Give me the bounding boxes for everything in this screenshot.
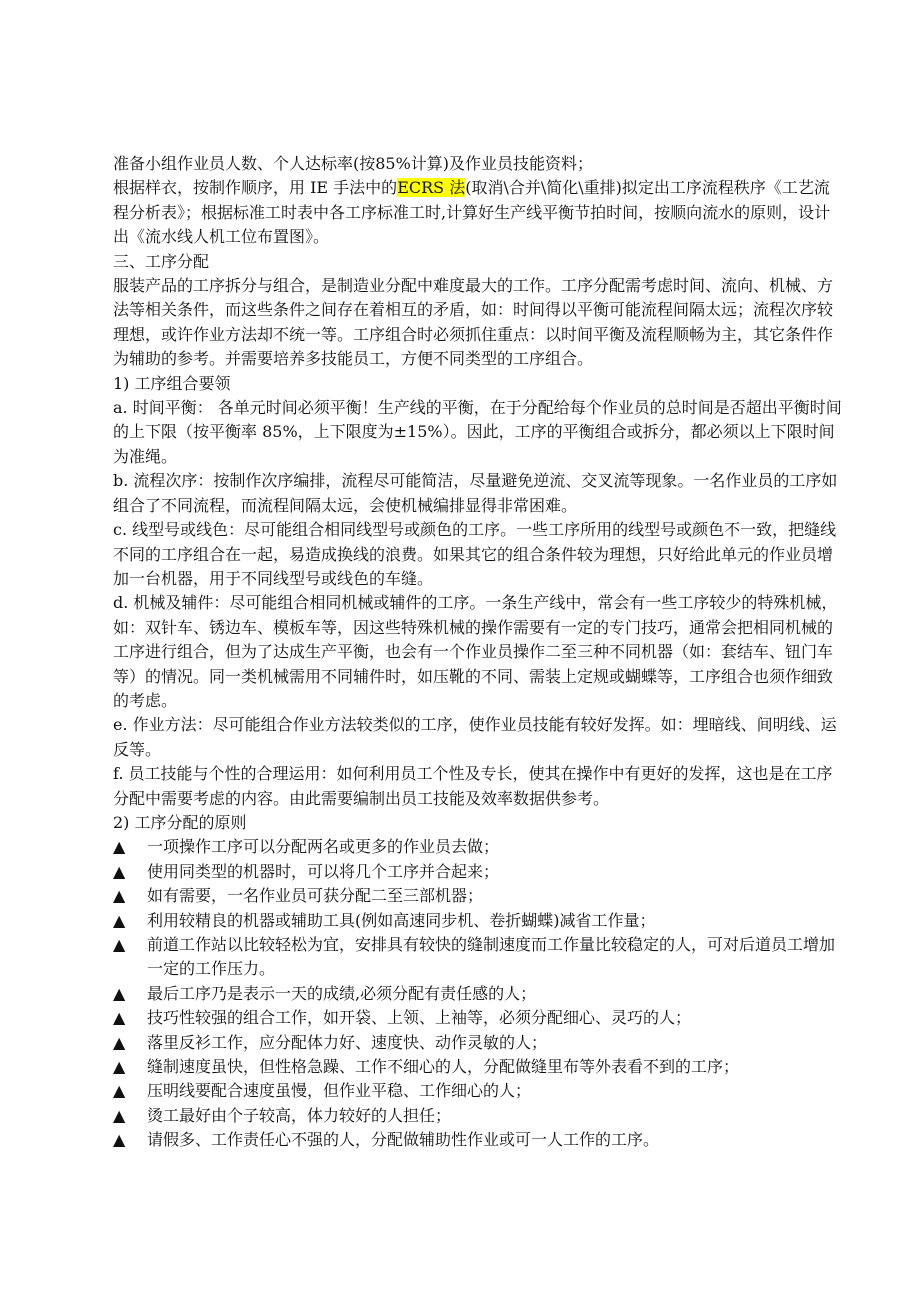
triangle-bullet-icon: ▲ — [113, 1008, 126, 1028]
principle-text: 压明线要配合速度虽慢，但作业平稳、工作细心的人； — [147, 1081, 532, 1101]
triangle-bullet-icon: ▲ — [113, 983, 126, 1003]
triangle-bullet-icon: ▲ — [113, 837, 126, 857]
principles-list — [113, 835, 843, 1152]
triangle-bullet-icon: ▲ — [113, 1081, 126, 1101]
triangle-bullet-icon: ▲ — [113, 886, 126, 906]
principle-text: 一项操作工序可以分配两名或更多的作业员去做； — [147, 837, 500, 857]
paragraph-ecrs-lead: 根据样衣，按制作顺序，用 IE 手法中的 — [113, 178, 398, 198]
principle-list-item — [113, 1079, 843, 1103]
principle-text: 最后工序乃是表示一天的成绩,必须分配有责任感的人； — [147, 983, 537, 1003]
principle-text: 请假多、工作责任心不强的人，分配做辅助性作业或可一人工作的工序。 — [147, 1130, 660, 1150]
principle-list-item — [113, 884, 843, 908]
principle-text: 前道工作站以比较轻松为宜，安排具有较快的缝制速度而工作量比较稳定的人，可对后道员工增加一定的工作压力。 — [147, 935, 836, 979]
subheading-allocation-principles: 2) 工序分配的原则 — [113, 812, 247, 832]
paragraph-process-allocation: 服装产品的工序拆分与组合，是制造业分配中难度最大的工作。工序分配需考虑时间、流向、机械、方法等相关条件，而这些条件之间存在着相互的矛盾，如：时间得以平衡可能流程间隔太远；流程次序较理想，或许作业方法却不统一等。工序组合时必须抓住重点：以时间平衡及流程顺畅为主，其它条件作为辅助的参考。并需要培养多技能员工，方便不同类型的工序组合。 — [113, 276, 834, 369]
paragraph-ecrs-rest: (取消\合并\简化\重排)拟定出工序流程秩序《工艺流程分析表》；根据标准工时表中各工序标准工时,计算好生产线平衡节拍时间，按顺向流水的原则，设计出《流水线人机工位布置图》。 — [113, 178, 831, 247]
principle-text: 烫工最好由个子较高，体力较好的人担任； — [147, 1105, 452, 1125]
document-body — [113, 152, 843, 1153]
item-a-time-balance: a. 时间平衡： 各单元时间必须平衡！生产线的平衡，在于分配给每个作业员的总时间是否超出平衡时间的上下限（按平衡率 85%，上下限度为±15%）。因此，工序的平衡组合或拆分，都必须以上下限时间为准绳。 — [113, 398, 842, 466]
item-c-thread-type: c. 线型号或线色：尽可能组合相同线型号或颜色的工序。一些工序所用的线型号或颜色不一致，把缝线不同的工序组合在一起，易造成换线的浪费。如果其它的组合条件较为理想，只好给此单元的作业员增加一台机器，用于不同线型号或线色的车缝。 — [113, 520, 837, 588]
triangle-bullet-icon: ▲ — [113, 1032, 126, 1052]
ecrs-highlight: ECRS 法 — [397, 178, 466, 198]
triangle-bullet-icon: ▲ — [113, 861, 126, 881]
principle-list-item — [113, 1104, 843, 1128]
principle-list-item — [113, 1006, 843, 1030]
principle-list-item — [113, 1128, 843, 1152]
item-e-work-method: e. 作业方法：尽可能组合作业方法较类似的工序，使作业员技能有较好发挥。如：埋暗线、间明线、运反等。 — [113, 715, 837, 759]
principle-text: 使用同类型的机器时，可以将几个工序并合起来； — [147, 861, 500, 881]
triangle-bullet-icon: ▲ — [113, 1105, 126, 1125]
triangle-bullet-icon: ▲ — [113, 910, 126, 930]
principle-text: 落里反衫工作，应分配体力好、速度快、动作灵敏的人； — [147, 1032, 548, 1052]
principle-text: 利用较精良的机器或辅助工具(例如高速同步机、卷折蝴蝶)减省工作量； — [147, 910, 656, 930]
principle-list-item — [113, 860, 843, 884]
principle-list-item — [113, 909, 843, 933]
principle-text: 技巧性较强的组合工作，如开袋、上领、上袖等，必须分配细心、灵巧的人； — [147, 1008, 692, 1028]
triangle-bullet-icon: ▲ — [113, 1130, 126, 1150]
triangle-bullet-icon: ▲ — [113, 935, 126, 954]
item-d-machinery: d. 机械及辅件：尽可能组合相同机械或辅件的工序。一条生产线中，常会有一些工序较少的特殊机械，如：双针车、锈边车、模板车等，因这些特殊机械的操作需要有一定的专门技巧，通常会把相同机械的工序进行组合，但为了达成生产平衡，也会有一个作业员操作二至三种不同机器（如：套结车、钮门车等）的情况。同一类机械需用不同辅件时，如压靴的不同、需装上定规或蝴蝶等，工序组合也须作细致的考虑。 — [113, 593, 838, 710]
triangle-bullet-icon: ▲ — [113, 1057, 126, 1077]
paragraph-staffing: 准备小组作业员人数、个人达标率(按85%计算)及作业员技能资料； — [113, 154, 594, 173]
item-f-staff-skills: f. 员工技能与个性的合理运用：如何利用员工个性及专长，使其在操作中有更好的发挥，这也是在工序分配中需要考虑的内容。由此需要编制出员工技能及效率数据供参考。 — [113, 764, 833, 808]
principle-list-item — [113, 982, 843, 1006]
section-heading-3: 三、工序分配 — [113, 251, 210, 271]
paragraph-ecrs — [113, 176, 843, 249]
principle-text: 缝制速度虽快，但性格急躁、工作不细心的人，分配做缝里布等外表看不到的工序； — [147, 1057, 740, 1077]
principle-list-item — [113, 1031, 843, 1055]
principle-text: 如有需要，一名作业员可获分配二至三部机器； — [147, 886, 484, 906]
subheading-combination-essentials: 1) 工序组合要领 — [113, 373, 231, 393]
principle-list-item — [113, 933, 843, 982]
principle-list-item — [113, 835, 843, 859]
item-b-process-order: b. 流程次序：按制作次序编排，流程尽可能简洁，尽量避免逆流、交叉流等现象。一名作业员的工序如组合了不同流程，而流程间隔太远，会使机械编排显得非常困难。 — [113, 471, 838, 515]
principle-list-item — [113, 1055, 843, 1079]
